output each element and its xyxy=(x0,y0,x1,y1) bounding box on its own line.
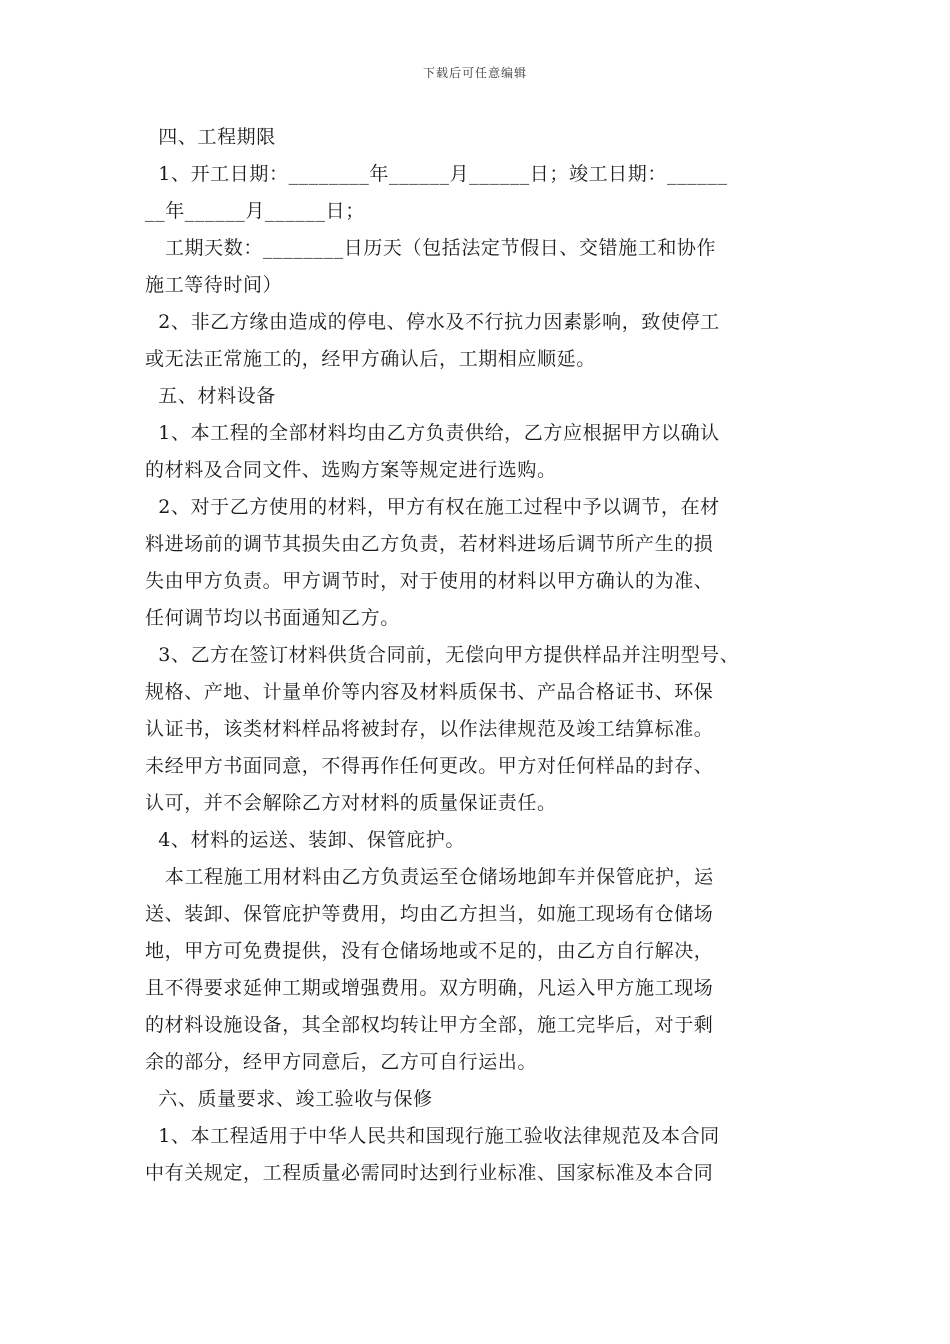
paragraph-line: 1、本工程适用于中华人民共和国现行施工验收法律规范及本合同 xyxy=(145,1125,720,1147)
paragraph-line: 1、开工日期：________年______月______日；竣工日期：______ xyxy=(145,163,728,185)
section-heading-materials: 五、材料设备 xyxy=(145,385,276,407)
paragraph-line: __年______月______日； xyxy=(145,200,365,222)
paragraph-line: 失由甲方负责。甲方调节时，对于使用的材料以甲方确认的为准、 xyxy=(145,570,714,592)
paragraph-line: 的材料及合同文件、选购方案等规定进行选购。 xyxy=(145,459,557,481)
document-body xyxy=(145,119,805,1192)
paragraph-line: 地，甲方可免费提供，没有仓储场地或不足的，由乙方自行解决， xyxy=(145,940,714,962)
paragraph-line: 工期天数：________日历天（包括法定节假日、交错施工和协作 xyxy=(145,237,717,259)
paragraph-line: 施工等待时间） xyxy=(145,274,283,296)
section-heading-quality: 六、质量要求、竣工验收与保修 xyxy=(145,1088,433,1110)
paragraph-line: 中有关规定，工程质量必需同时达到行业标准、国家标准及本合同 xyxy=(145,1162,714,1184)
paragraph-line: 规格、产地、计量单价等内容及材料质保书、产品合格证书、环保 xyxy=(145,681,714,703)
paragraph-line: 任何调节均以书面通知乙方。 xyxy=(145,607,400,629)
paragraph-line: 且不得要求延伸工期或增强费用。双方明确，凡运入甲方施工现场 xyxy=(145,977,714,999)
paragraph-line: 送、装卸、保管庇护等费用，均由乙方担当，如施工现场有仓储场 xyxy=(145,903,714,925)
paragraph-line: 认可，并不会解除乙方对材料的质量保证责任。 xyxy=(145,792,557,814)
paragraph-line: 余的部分，经甲方同意后，乙方可自行运出。 xyxy=(145,1051,538,1073)
paragraph-line: 2、对于乙方使用的材料，甲方有权在施工过程中予以调节，在材 xyxy=(145,496,720,518)
paragraph-line: 料进场前的调节其损失由乙方负责，若材料进场后调节所产生的损 xyxy=(145,533,714,555)
paragraph-line: 或无法正常施工的，经甲方确认后，工期相应顺延。 xyxy=(145,348,596,370)
paragraph-line: 2、非乙方缘由造成的停电、停水及不行抗力因素影响，致使停工 xyxy=(145,311,720,333)
section-heading-schedule: 四、工程期限 xyxy=(145,126,276,148)
page-header: 下载后可任意编辑 xyxy=(422,66,527,80)
paragraph-line: 的材料设施设备，其全部权均转让甲方全部，施工完毕后，对于剩 xyxy=(145,1014,714,1036)
paragraph-line: 4、材料的运送、装卸、保管庇护。 xyxy=(145,829,465,851)
paragraph-line: 本工程施工用材料由乙方负责运至仓储场地卸车并保管庇护，运 xyxy=(145,866,714,888)
paragraph-line: 3、乙方在签订材料供货合同前，无偿向甲方提供样品并注明型号、 xyxy=(145,644,740,666)
paragraph-line: 1、本工程的全部材料均由乙方负责供给，乙方应根据甲方以确认 xyxy=(145,422,720,444)
paragraph-line: 认证书，该类材料样品将被封存，以作法律规范及竣工结算标准。 xyxy=(145,718,714,740)
paragraph-line: 未经甲方书面同意，不得再作任何更改。甲方对任何样品的封存、 xyxy=(145,755,714,777)
